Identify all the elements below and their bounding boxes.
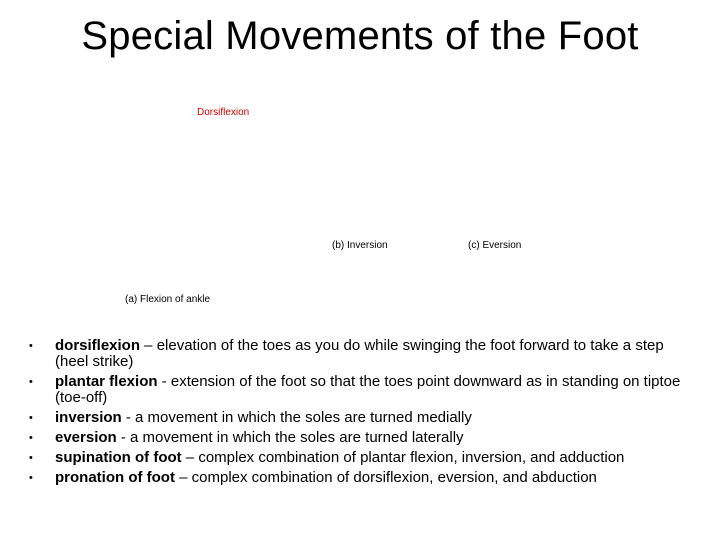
figure-label-inversion: (b) Inversion [332, 240, 388, 251]
bullet-icon: • [29, 452, 33, 464]
bullet-term: inversion [55, 409, 122, 426]
bullet-icon: • [29, 472, 33, 484]
bullet-text: – complex combination of dorsiflexion, eversion, and abduction [174, 469, 597, 486]
figure-label-eversion: (c) Eversion [468, 240, 522, 251]
bullet-term: eversion [55, 429, 117, 446]
list-item [0, 374, 720, 406]
foot-movement-figure [110, 95, 570, 320]
list-item [0, 450, 720, 466]
list-item [0, 430, 720, 446]
figure-label-dorsiflexion: Dorsiflexion [197, 107, 250, 118]
bullet-icon: • [29, 376, 33, 388]
bullet-term: pronation of foot [55, 469, 175, 486]
figure-label-flexion: (a) Flexion of ankle [125, 294, 211, 305]
bullet-icon: • [29, 340, 33, 352]
bullet-term: supination of foot [55, 449, 182, 466]
bullet-text: – elevation of the toes as you do while swinging the foot forward to take a step (heel strike) [55, 337, 664, 370]
bullet-text: - a movement in which the soles are turned laterally [116, 429, 464, 446]
list-item [0, 410, 720, 426]
bullet-text: - a movement in which the soles are turned medially [121, 409, 472, 426]
bullet-icon: • [29, 432, 33, 444]
bullet-icon: • [29, 412, 33, 424]
bullet-term: plantar flexion [55, 373, 158, 390]
list-item [0, 338, 720, 370]
bullet-text: – complex combination of plantar flexion, inversion, and adduction [181, 449, 625, 466]
bullet-list [0, 338, 720, 490]
bullet-text: - extension of the foot so that the toes point downward as in standing on tiptoe (toe-off) [55, 373, 681, 406]
bullet-term: dorsiflexion [55, 337, 141, 354]
slide-title: Special Movements of the Foot [81, 14, 639, 58]
list-item [0, 470, 720, 486]
